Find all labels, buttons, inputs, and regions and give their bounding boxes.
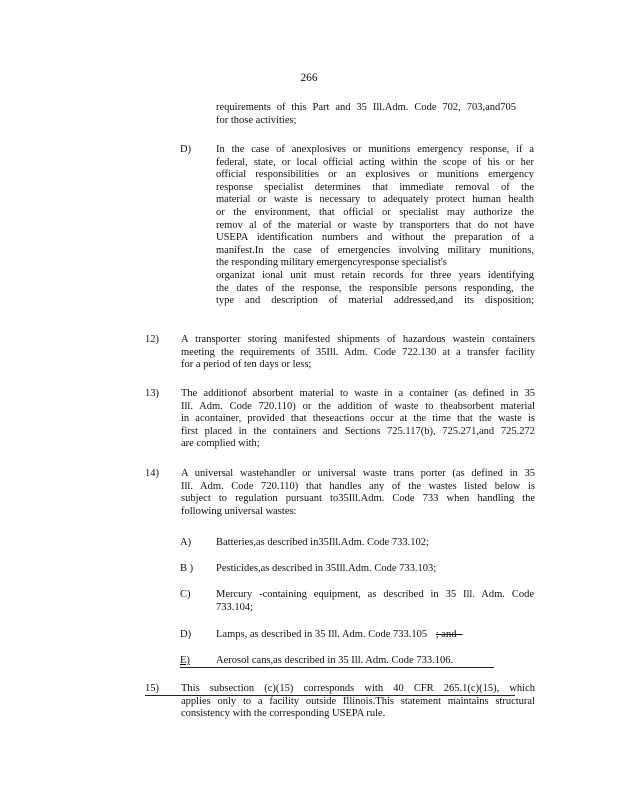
item-d-line: federal, state, or local official acting within the scope of his or her [216, 156, 534, 168]
item-15-line: consistency with the corresponding USEPA rule. [181, 708, 386, 720]
intro-paragraph [216, 102, 516, 127]
sub-item-c-label: C) [180, 589, 191, 600]
item-12-line: A transporter storing manifested shipments of hazardous wastein containers [181, 334, 535, 345]
item-14-label: 14) [145, 468, 159, 479]
item-15-paragraph [181, 683, 535, 721]
item-d-paragraph [216, 144, 534, 308]
item-14-line: Ill. Adm. Code 720.110) that handles any of the wastes listed below is [181, 480, 535, 492]
sub-item-e-text: Aerosol cans,as described in 35 Ill. Adm. Code 733.106. [216, 655, 454, 666]
item-12-line: meeting the requirements of 35Ill. Adm. Code 722.130 at a transfer facility [181, 346, 535, 358]
item-12-paragraph [181, 334, 535, 372]
sub-item-d-label: D) [180, 629, 192, 640]
item-13-paragraph [181, 388, 535, 451]
item-13-line: Ill. Adm. Code 720.110) or the addition of waste to theabsorbent material [181, 400, 535, 412]
item-14-line: subject to regulation pursuant to35Ill.Adm. Code 733 when handling the [181, 493, 535, 505]
sub-item-e-label: E) [180, 655, 190, 666]
item-d-line: material or waste is necessary to adequately protect human health [216, 194, 534, 206]
item-12-line: for a period of ten days or less; [181, 359, 312, 371]
item-13-label: 13) [145, 388, 159, 399]
item-14-line: following universal wastes: [181, 505, 297, 517]
item-d-line: official responsibilities or an explosives or munitions emergency [216, 169, 534, 181]
item-d-line: response specialist determines that immediate removal of the [216, 181, 534, 193]
item-15-line: applies only to a facility outside Illinois.This statement maintains structural [181, 695, 535, 707]
intro-line: requirements of this Part and 35 Ill.Adm. Code 702, 703,and705 [216, 102, 516, 113]
sub-item-e-underline [180, 667, 494, 668]
sub-item-a-label: A) [180, 537, 192, 548]
item-d-line: USEPA identification numbers and without the preparation of a [216, 232, 534, 244]
item-d-line: the responding military emergencyresponse specialist's [216, 257, 447, 269]
item-d-line: manifest.In the case of emergencies involving military munitions, [216, 244, 534, 256]
item-15-underline [145, 695, 515, 696]
intro-line: for those activities; [216, 114, 297, 126]
item-13-line: first placed in the containers and Sections 725.117(b), 725.271,and 725.272 [181, 425, 535, 437]
item-13-line: The additionof absorbent material to waste in a container (as defined in 35 [181, 388, 535, 399]
item-d-line: the dates of the response, the responsible persons responding, the [216, 282, 534, 294]
item-14-line: A universal wastehandler or universal waste trans porter (as defined in 35 [181, 468, 535, 479]
item-13-line: are complied with; [181, 438, 260, 450]
sub-item-d-text [216, 629, 463, 642]
sub-item-c-paragraph [216, 589, 534, 614]
item-15-line: This subsection (c)(15) corresponds with 40 CFR 265.1(c)(15), which [181, 683, 535, 694]
item-15-label: 15) [145, 683, 159, 694]
sub-item-c-line: Mercury -containing equipment, as described in 35 Ill. Adm. Code [216, 589, 534, 600]
sub-item-d-struck-text: ; and - [435, 629, 463, 640]
sub-item-c-line: 733.104; [216, 601, 254, 613]
item-d-line: organizat ional unit must retain records for three years identifying [216, 269, 534, 281]
item-12-label: 12) [145, 334, 159, 345]
sub-item-b-label: B ) [180, 563, 194, 574]
item-d-line: or the environment, that official or specialist may authorize the [216, 206, 534, 218]
item-d-line: remov al of the material or waste by transporters that do not have [216, 219, 534, 231]
sub-item-a-text: Batteries,as described in35Ill.Adm. Code 733.102; [216, 537, 429, 548]
sub-item-b-text: Pesticides,as described in 35Ill.Adm. Code 733.103; [216, 563, 437, 574]
item-d-line: In the case of anexplosives or munitions emergency response, if a [216, 144, 534, 155]
item-d-label: D) [180, 144, 192, 155]
item-d-line: type and description of material addressed,and its disposition; [216, 295, 534, 307]
page-number: 266 [300, 72, 318, 84]
item-14-paragraph [181, 468, 535, 518]
item-13-line: in acontainer, provided that theseactions occur at the time that the waste is [181, 413, 535, 425]
sub-item-d-main-text: Lamps, as described in 35 Ill. Adm. Code 733.105 [216, 629, 428, 640]
